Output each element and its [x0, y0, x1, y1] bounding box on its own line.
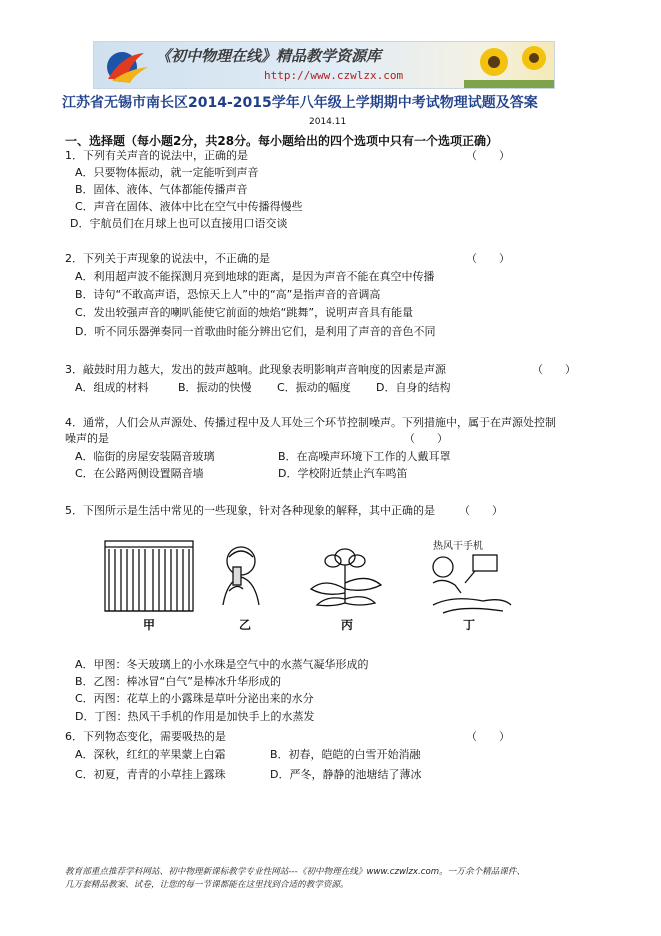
question-5-stem: 5．下图所示是生活中常见的一些现象，针对各种现象的解释，其中正确的是 [65, 504, 435, 517]
czwlzx-logo-icon [100, 45, 152, 85]
question-1-option-b: B．固体、液体、气体都能传播声音 [75, 183, 248, 196]
header-banner[interactable] [93, 41, 555, 89]
document-title: 江苏省无锡市南长区2014-2015学年八年级上学期期中考试物理试题及答案 [62, 95, 538, 111]
question-2-answer-bracket: （ ） [466, 252, 510, 265]
figure-label-bing: 丙 [341, 618, 354, 632]
ice-stick-image [223, 547, 259, 605]
question-5-option-b: B．乙图：棒冰冒“白气”是棒冰升华形成的 [75, 675, 281, 688]
hand-dryer-label: 热风干手机 [433, 541, 483, 552]
question-1-stem: 1．下列有关声音的说法中，正确的是 [65, 149, 248, 162]
question-1-option-d: D．宇航员们在月球上也可以直接用口语交谈 [70, 217, 288, 230]
banner-url[interactable]: http://www.czwlzx.com [264, 69, 404, 82]
sunflower-icon [464, 42, 554, 88]
question-2-option-a: A．利用超声波不能探测月亮到地球的距离，是因为声音不能在真空中传播 [75, 270, 435, 283]
footer-line-1: 教育部重点推荐学科网站、初中物理新课标教学专业性网站---《初中物理在线》www.czwlzx.com。一万余个精品课件、 [65, 867, 526, 877]
question-4-stem-continued: 噪声的是 [65, 432, 109, 445]
question-1-option-a: A．只要物体振动，就一定能听到声音 [75, 166, 259, 179]
question-3-option-d: D．自身的结构 [376, 381, 451, 394]
question-5-option-c: C．丙图：花草上的小露珠是草叶分泌出来的水分 [75, 692, 314, 705]
question-2-option-d: D．听不同乐器弹奏同一首歌曲时能分辨出它们，是利用了声音的音色不同 [75, 325, 436, 338]
dew-flower-image [311, 549, 381, 606]
question-6-option-c: C．初夏，青青的小草挂上露珠 [75, 768, 226, 781]
question-5-answer-bracket: （ ） [459, 504, 503, 517]
question-6-option-b: B．初春，皑皑的白雪开始消融 [270, 748, 421, 761]
question-2-option-c: C．发出较强声音的喇叭能使它前面的烛焰“跳舞”，说明声音具有能量 [75, 306, 414, 319]
question-6-option-d: D．严冬，静静的池塘结了薄冰 [270, 768, 422, 781]
section-title: 一、选择题（每小题2分，共28分。每小题给出的四个选项中只有一个选项正确） [65, 134, 499, 148]
question-3-answer-bracket: （ ） [532, 363, 576, 376]
question-1-answer-bracket: （ ） [466, 149, 510, 162]
question-1-option-c: C．声音在固体、液体中比在空气中传播得慢些 [75, 200, 303, 213]
question-6-stem: 6．下列物态变化，需要吸热的是 [65, 730, 226, 743]
question-6-answer-bracket: （ ） [466, 730, 510, 743]
figure-label-jia: 甲 [143, 618, 156, 632]
window-frost-image [105, 541, 193, 611]
question-3-option-b: B．振动的快慢 [178, 381, 252, 394]
question-6-option-a: A．深秋，红红的苹果蒙上白霜 [75, 748, 226, 761]
question-4-option-c: C．在公路两侧设置隔音墙 [75, 467, 204, 480]
question-3-stem: 3．敲鼓时用力越大，发出的鼓声越响。此现象表明影响声音响度的因素是声源 [65, 363, 446, 376]
figure-label-yi: 乙 [239, 618, 252, 632]
question-5-option-d: D．丁图：热风干手机的作用是加快手上的水蒸发 [75, 710, 315, 723]
question-3-option-a: A．组成的材料 [75, 381, 149, 394]
hand-dryer-image [433, 555, 511, 613]
footer-line-2: 几万套精品教案、试卷，让您的每一节课都能在这里找到合适的教学资源。 [65, 880, 349, 890]
exam-date: 2014.11 [309, 117, 347, 127]
question-4-stem: 4．通常，人们会从声源处、传播过程中及人耳处三个环节控制噪声。下列措施中，属于在声源处控制 [65, 416, 556, 429]
figure-label-ding: 丁 [463, 618, 476, 632]
question-2-stem: 2．下列关于声现象的说法中，不正确的是 [65, 252, 270, 265]
question-4-answer-bracket: （ ） [404, 432, 448, 445]
question-4-option-d: D．学校附近禁止汽车鸣笛 [278, 467, 408, 480]
question-4-option-a: A．临街的房屋安装隔音玻璃 [75, 450, 215, 463]
question-5-option-a: A．甲图：冬天玻璃上的小水珠是空气中的水蒸气凝华形成的 [75, 658, 369, 671]
question-5-figure [103, 533, 515, 633]
banner-title: 《初中物理在线》精品教学资源库 [156, 47, 382, 65]
question-3-option-c: C．振动的幅度 [277, 381, 351, 394]
question-4-option-b: B．在高噪声环境下工作的人戴耳罩 [278, 450, 451, 463]
question-2-option-b: B．诗句“不敢高声语，恐惊天上人”中的“高”是指声音的音调高 [75, 288, 381, 301]
